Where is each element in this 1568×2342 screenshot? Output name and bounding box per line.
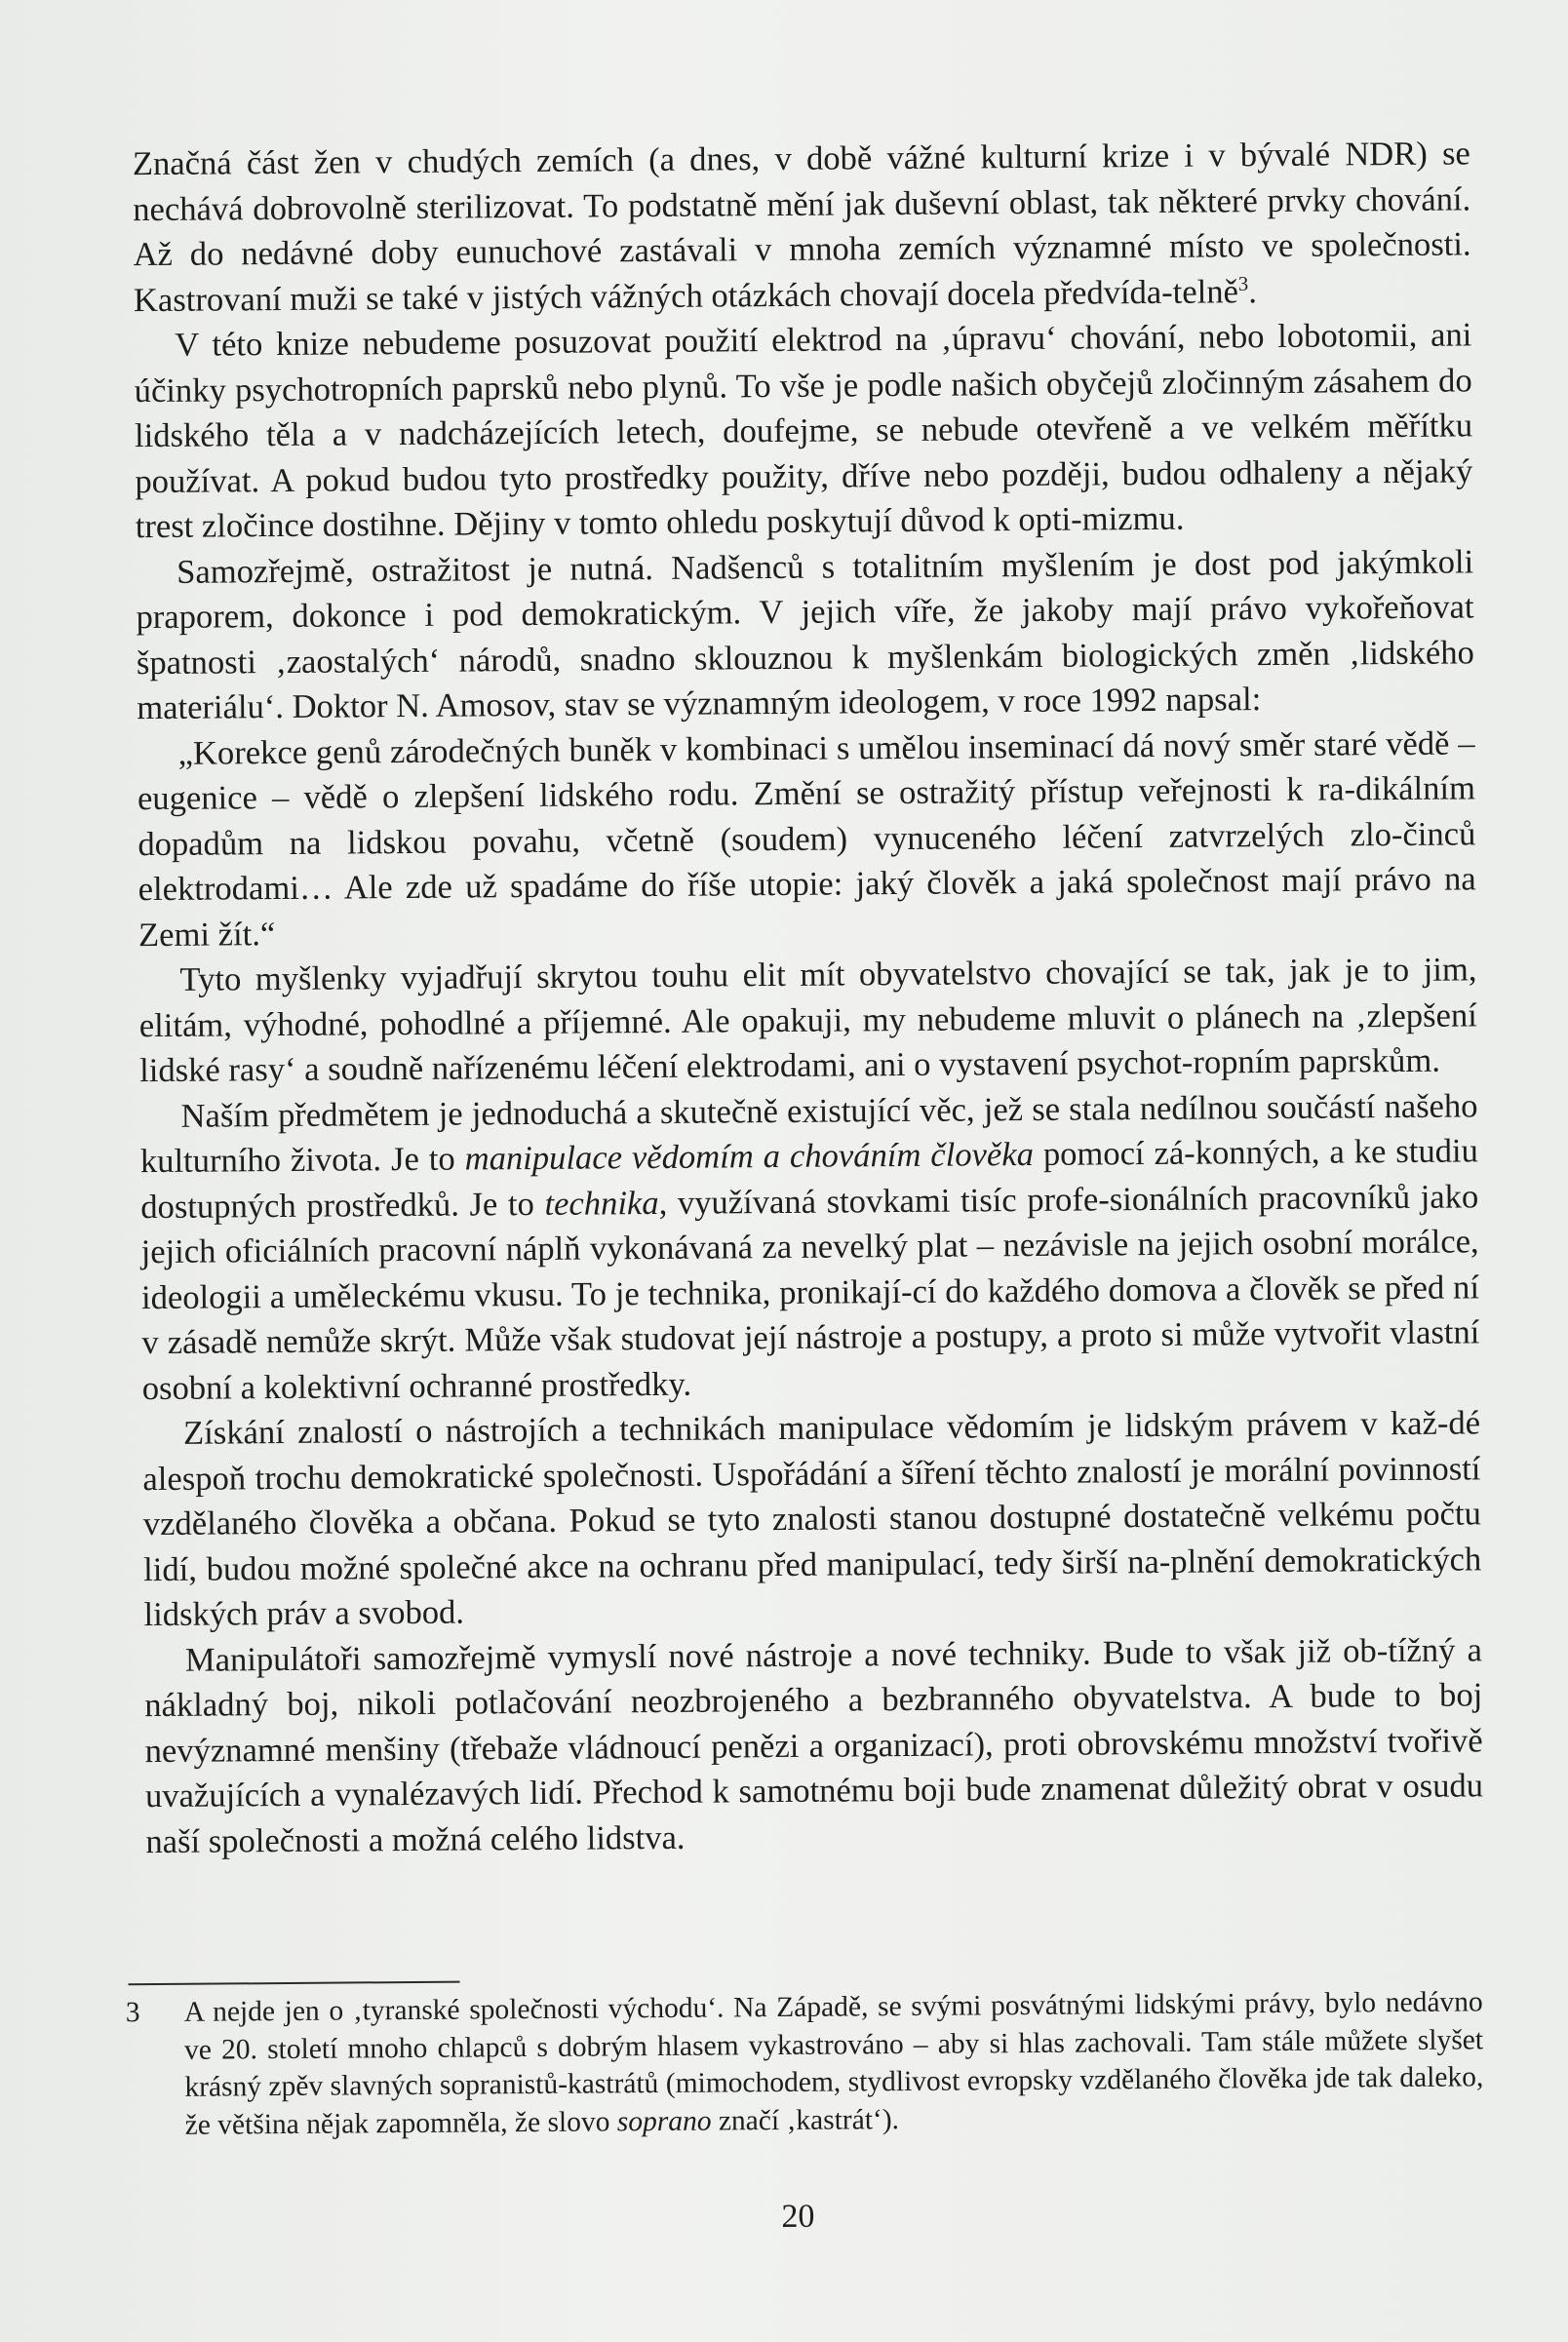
footnote-text [184, 1983, 1484, 2143]
paragraph-7: Manipulátoři samozřejmě vymyslí nové nástroje a nové techniky. Bude to však již ob-tížný a nákladný boj, nikoli potlačování neozbrojeného a bezbranného obyvatelstva. A bude to boj nevýznamné menšiny (třebaže vládnoucí penězi a organizací), proti obrovskému množství tvořivě uvažujících a vynalézavých lidí. Přechod k samotnému boji bude znamenat důležitý obrat v osudu naší společnosti a možná celého lidstva. [144, 1630, 1484, 1860]
paragraph-4: Tyto myšlenky vyjadřují skrytou touhu elit mít obyvatelstvo chovající se tak, jak je to jim, elitám, výhodné, pohodlné a příjemné. Ale opakuji, my nebudeme mluvit o plánech na ‚zlepšení lidské rasy‘ a soudně nařízenému léčení elektrodami, ani o vystavení psychot-ropním paprskům. [138, 951, 1477, 1090]
quotation: „Korekce genů zárodečných buněk v kombinaci s umělou inseminací dá nový směr staré vědě – eugenice – vědě o zlepšení lidského rodu. Změní se ostražitý přístup veřejnosti k ra-dikálním dopadům na lidskou povahu, včetně (soudem) vynuceného léčení zatvrzelých zlo-činců elektrodami… Ale zde už spadáme do říše utopie: jaký člověk a jaká společnost mají právo na Zemi žít.“ [137, 723, 1476, 954]
footnote-text-post: značí ‚kastrát‘). [711, 2103, 900, 2137]
paragraph-6: Získání znalostí o nástrojích a technikách manipulace vědomím je lidským právem v kaž-dé alespoň trochu demokratické společnosti. Uspořádání a šíření těchto znalostí je morální povinností vzdělaného člověka a občana. Pokud se tyto znalosti stanou dostupné dostatečně velkému počtu lidí, budou možné společné akce na ochranu před manipulací, tedy širší na-plnění demokratických lidských práv a svobod. [142, 1404, 1482, 1634]
paragraph-5-pre: Naším předmětem je jednoduchá a skutečně existující věc, jež se stala nedílnou součástí našeho kulturního života. Je to [139, 1086, 1478, 1181]
paragraph-5-post: , využívaná stovkami tisíc profe-sionálních pracovníků jako jejich oficiálních pracovní náplň vykonávaná za nevelký plat – nezávisle na jejich osobní morálce, ideologii a uměleckému vkusu. To je technika, pronikají-cí do každého domova a člověk se před ní v zásadě nemůže skrýt. Může však studovat její nástroje a postupy, a proto si může vytvořit vlastní osobní a kolektivní ochranné prostředky. [140, 1177, 1480, 1407]
paragraph-3: Samozřejmě, ostražitost je nutná. Nadšenců s totalitním myšlením je dost pod jakýmkoli praporem, dokonce i pod demokratickým. V jejich víře, že jakoby mají právo vykořeňovat špatnosti ‚zaostalých‘ národů, snadno sklouznou k myšlenkám biologických změn ‚lidského materiálu‘. Doktor N. Amosov, stav se významným ideologem, v roce 1992 napsal: [136, 542, 1474, 727]
footnote [126, 1983, 1484, 2144]
body-text [133, 131, 1484, 1864]
footnote-separator [129, 1981, 460, 1986]
footnote-text-pre: A nejde jen o ‚tyranské společnosti východu‘. Na Západě, se svými posvátnými lidskými právy, bylo nedávno ve 20. století mnoho chlapců s dobrým hlasem vykastrováno – aby si hlas zachovali. Tam stále můžete slyšet krásný zpěv slavných sopranistů-kastrátů (mimochodem, stydlivost evropsky vzdělaného člověka jde tak daleko, že většina nějak zapomněla, že slovo [183, 1986, 1484, 2141]
paragraph-5-emphasis-technique: technika [544, 1184, 659, 1223]
footnote-reference[interactable]: 3 [1237, 273, 1249, 295]
paragraph-2: V této knize nebudeme posuzovat použití elektrod na ‚úpravu‘ chování, nebo lobotomii, ani účinky psychotropních paprsků nebo plynů. To vše je podle našich obyčejů zločinným zásahem do lidského těla a v nadcházejících letech, doufejme, se nebude otevřeně a ve velkém měřítku používat. A pokud budou tyto prostředky použity, dříve nebo později, budou odhaleny a nějaký trest zločince dostihne. Dějiny v tomto ohledu poskytují důvod k opti-mizmu. [134, 316, 1473, 546]
paragraph-1-text: Značná část žen v chudých zemích (a dnes, v době vážné kulturní krize i v bývalé NDR) se nechává dobrovolně sterilizovat. To podstatně mění jak duševní oblast, tak některé prvky chování. Až do nedávné doby eunuchové zastávali v mnoha zemích významné místo ve společnosti. Kastrovaní muži se také v jistých vážných otázkách chovají docela předvída-telně [132, 135, 1471, 319]
paragraph-5 [139, 1083, 1480, 1411]
footnote-number: 3 [125, 1997, 140, 2029]
footnote-emphasis-soprano: soprano [616, 2105, 712, 2137]
paragraph-5-emphasis-manipulation: manipulace vědomím a chováním člověka [464, 1135, 1035, 1178]
page-number: 20 [781, 2198, 815, 2236]
paragraph-5-mid: pomocí zá-konných, a ke studiu dostupných prostředků. Je to [140, 1132, 1479, 1226]
paragraph-1: Značná část žen v chudých zemích (a dnes, v době vážné kulturní krize i v bývalé NDR) se nechává dobrovolně sterilizovat. To podstatně mění jak duševní oblast, tak některé prvky chování. Až do nedávné doby eunuchové zastávali v mnoha zemích významné místo ve společnosti. Kastrovaní muži se také v jistých vážných otázkách chovají docela předvída-telně$^3$. [132, 135, 1471, 319]
